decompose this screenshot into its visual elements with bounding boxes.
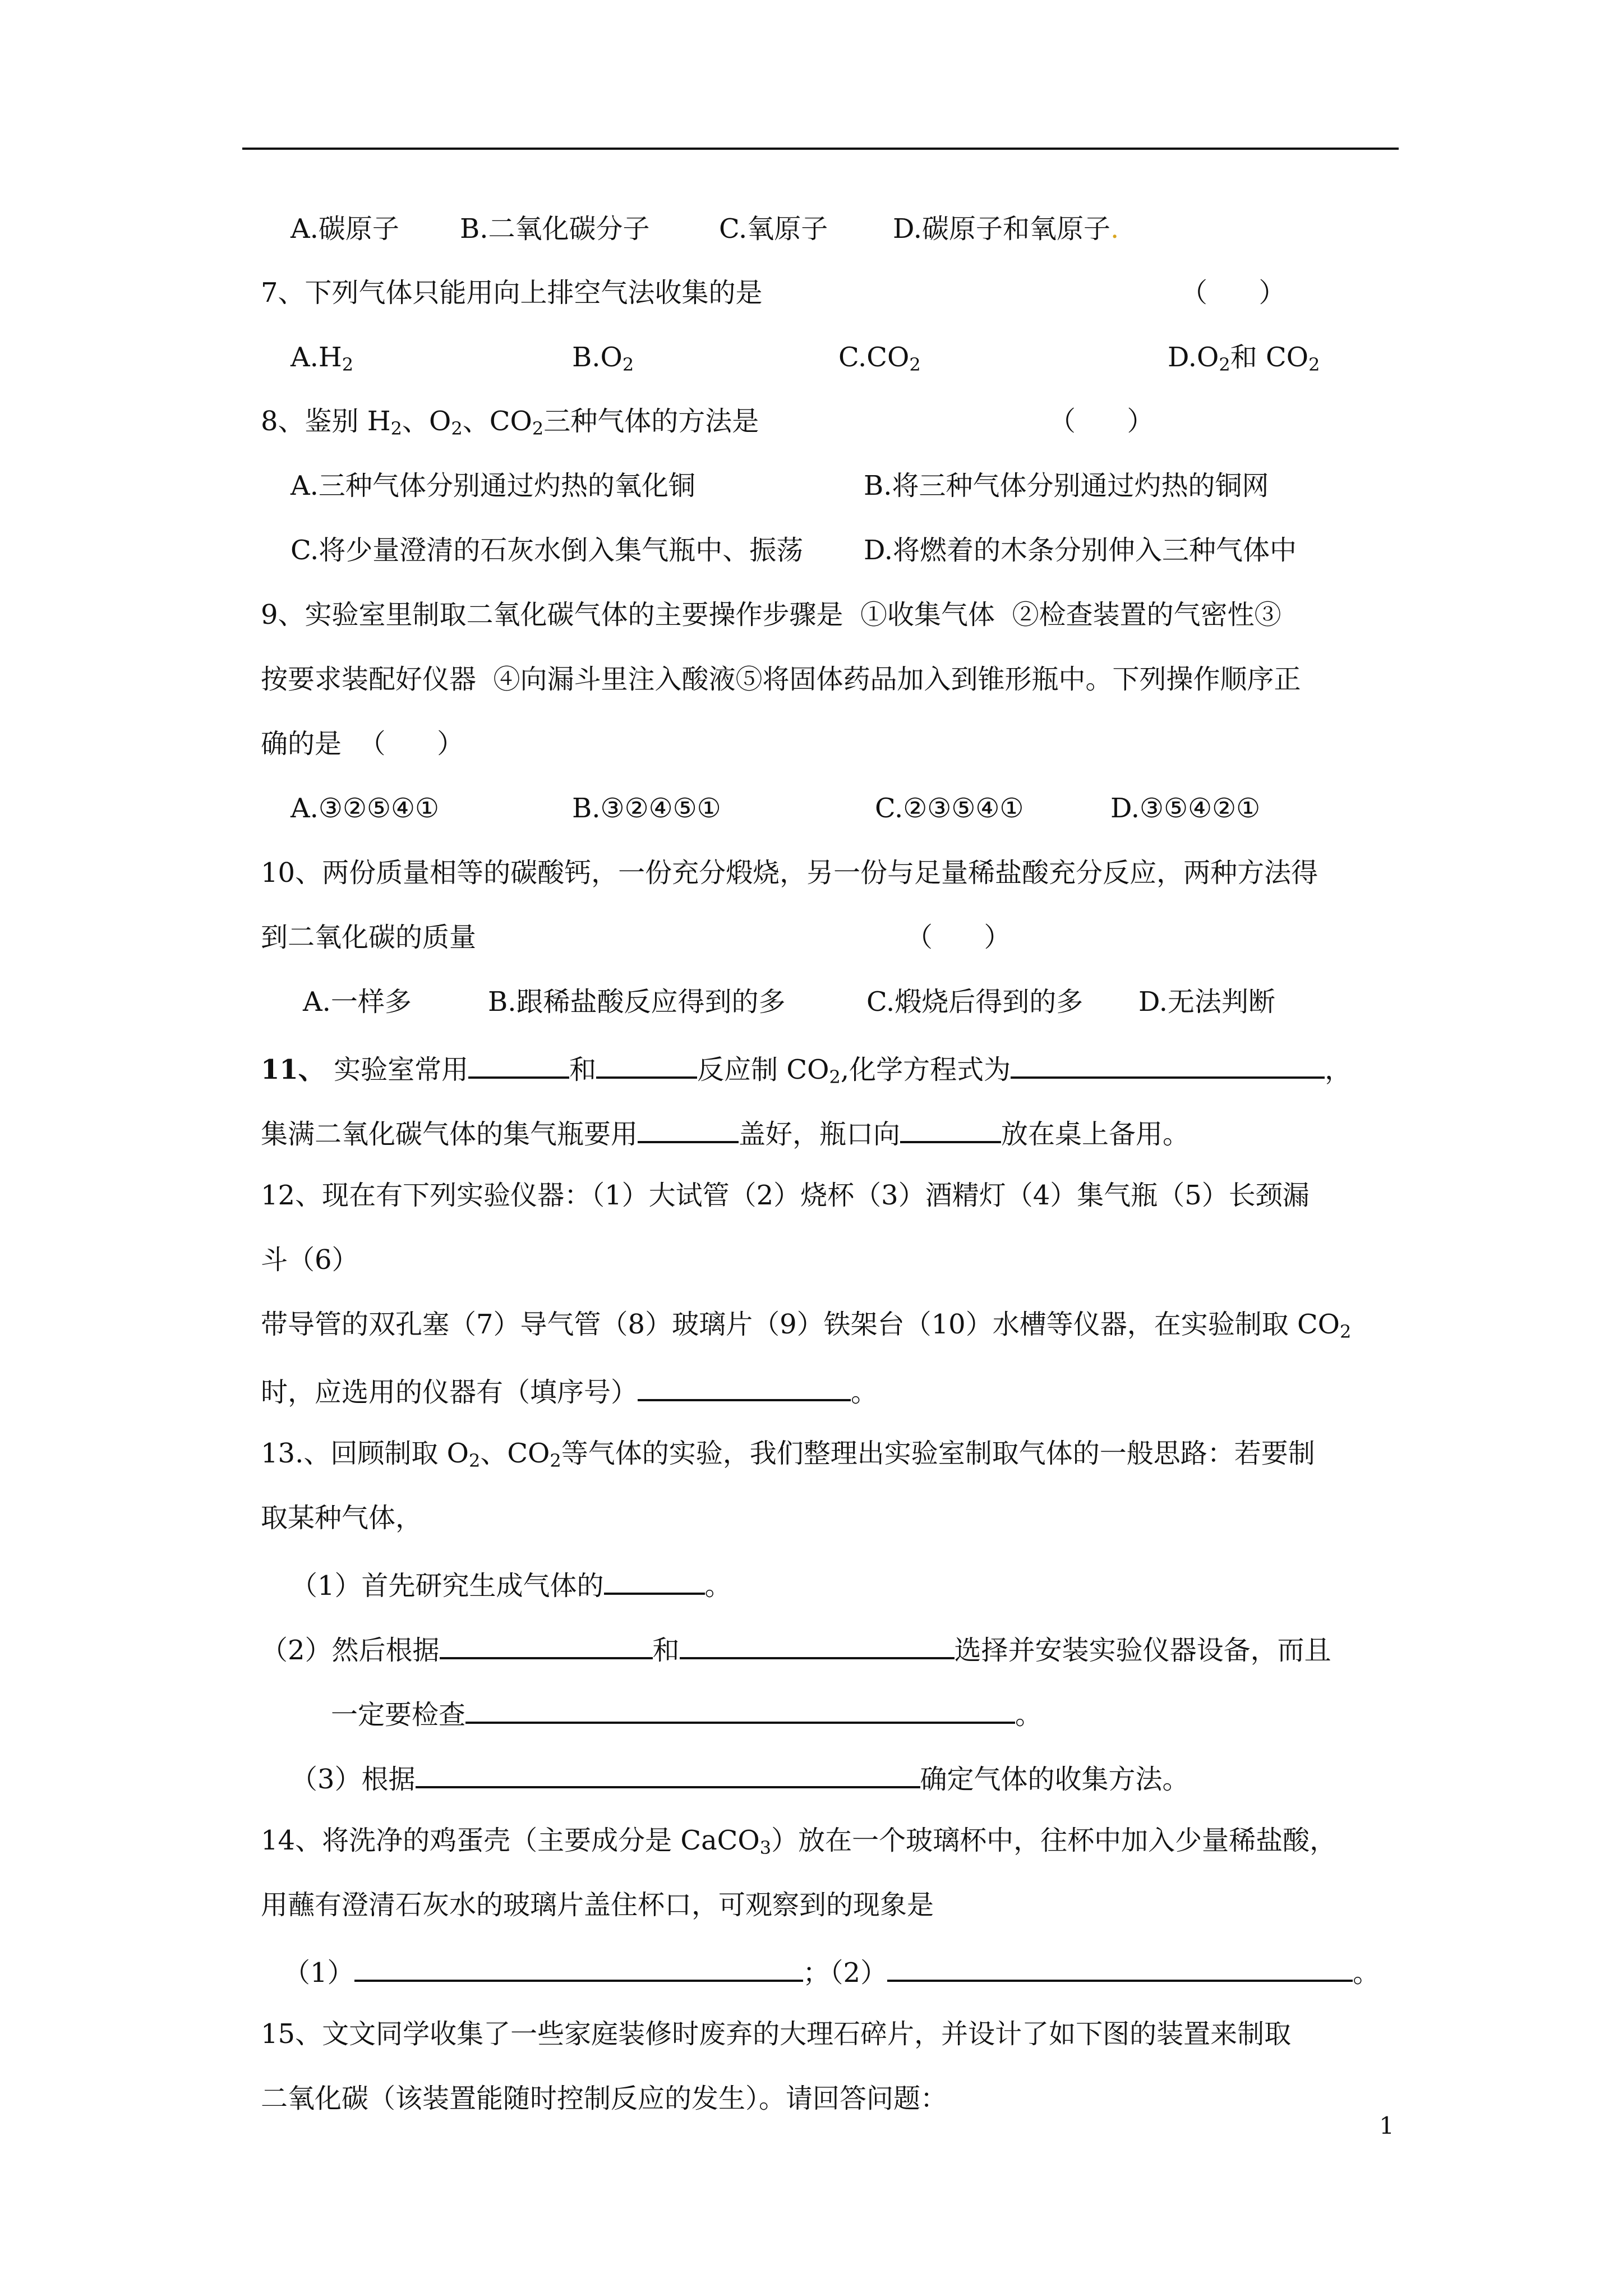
q7-option-d: $D.O_2$和 $CO_2$ (1168, 342, 1320, 375)
q9-line-3: 确的是 （ ） (261, 728, 464, 760)
q13-line-2: 取某种气体， (261, 1502, 423, 1534)
q11-blank-3[interactable] (1011, 1050, 1325, 1079)
q6-option-a: A.碳原子 (291, 213, 399, 245)
q11-line-2: 集满二氧化碳气体的集气瓶要用 盖好，瓶口向 放在桌上备用。 (261, 1114, 1189, 1151)
q9-option-d: D.③⑤④②① (1110, 793, 1261, 824)
q13-part-3: （3）根据 确定气体的收集方法。 (291, 1759, 1189, 1796)
q11-blank-1[interactable] (468, 1050, 569, 1079)
q7-answer-paren: （ ） (1181, 277, 1286, 309)
q13-line-1: 13.、回顾制取 $O_2$、$CO_2$等气体的实验，我们整理出实验室制取气体的一般思路：若要制 (261, 1438, 1315, 1471)
q13-part-2-cont: 一定要检查 。 (331, 1695, 1042, 1732)
q14-blank-2[interactable] (887, 1953, 1353, 1982)
q7-option-a: $A.H_2$ (291, 342, 354, 375)
q8-option-c: C.将少量澄清的石灰水倒入集气瓶中、振荡 (291, 535, 804, 566)
q11-line-1: 11、 实验室常用 和 反应制 $CO_2$,化学方程式为 ， (261, 1050, 1352, 1087)
q12-line-1: 12、现在有下列实验仪器：（1）大试管（2）烧杯（3）酒精灯（4）集气瓶（5）长颈漏 (261, 1180, 1310, 1211)
q12-blank[interactable] (638, 1372, 851, 1401)
q13-part-1: （1）首先研究生成气体的 。 (291, 1566, 732, 1603)
q14-blank-1[interactable] (354, 1953, 803, 1982)
q13-blank-2[interactable] (440, 1630, 653, 1659)
page-number: 1 (1379, 2112, 1394, 2139)
q7-option-c: $C.CO_2$ (838, 342, 921, 375)
q10-answer-paren: （ ） (906, 922, 1011, 953)
q14-line-2: 用蘸有澄清石灰水的玻璃片盖住杯口，可观察到的现象是 (261, 1889, 934, 1921)
q10-option-b: B.跟稀盐酸反应得到的多 (488, 986, 786, 1018)
q15-line-1: 15、文文同学收集了一些家庭装修时废弃的大理石碎片，并设计了如下图的装置来制取 (261, 2018, 1292, 2050)
q10-option-d: D.无法判断 (1138, 986, 1276, 1018)
q6-option-b: B.二氧化碳分子 (460, 213, 650, 245)
q13-blank-3[interactable] (680, 1630, 955, 1659)
q9-option-c: C.②③⑤④① (875, 793, 1024, 824)
q12-line-3: 带导管的双孔塞（7）导气管（8）玻璃片（9）铁架台（10）水槽等仪器，在实验制取 $CO_2$ (261, 1309, 1352, 1342)
q11-blank-5[interactable] (900, 1114, 1001, 1143)
q13-blank-1[interactable] (604, 1566, 705, 1595)
q14-line-1: 14、将洗净的鸡蛋壳（主要成分是 CaCO$_3$）放在一个玻璃杯中，往杯中加入少量稀盐酸， (261, 1825, 1337, 1858)
q6-option-c: C.氧原子 (719, 213, 828, 245)
q9-line-2: 按要求装配好仪器 ④向漏斗里注入酸液⑤将固体药品加入到锥形瓶中。下列操作顺序正 (261, 664, 1301, 695)
q8-answer-paren: （ ） (1049, 406, 1154, 437)
q6-option-d: D.碳原子和氧原子. (893, 213, 1119, 245)
q13-blank-4[interactable] (465, 1695, 1015, 1724)
q9-line-1: 9、实验室里制取二氧化碳气体的主要操作步骤是 ①收集气体 ②检查装置的气密性③ (261, 599, 1281, 631)
q10-line-1: 10、两份质量相等的碳酸钙，一份充分煅烧，另一份与足量稀盐酸充分反应，两种方法得 (261, 857, 1318, 889)
header-rule (242, 148, 1399, 150)
q8-option-d: D.将燃着的木条分别伸入三种气体中 (864, 535, 1297, 566)
q10-line-2: 到二氧化碳的质量 (261, 922, 477, 953)
q15-line-2: 二氧化碳（该装置能随时控制反应的发生）。请回答问题： (261, 2083, 948, 2114)
q12-line-4: 时，应选用的仪器有（填序号） 。 (261, 1372, 878, 1409)
q9-option-a: A.③②⑤④① (291, 793, 440, 824)
q8-option-a: A.三种气体分别通过灼热的氧化铜 (291, 470, 695, 501)
q10-option-a: A.一样多 (303, 986, 412, 1018)
q9-option-b: B.③②④⑤① (572, 793, 721, 824)
q12-line-2: 斗（6） (261, 1244, 359, 1276)
q7-stem: 7、下列气体只能用向上排空气法收集的是 (261, 277, 763, 309)
q8-stem: 8、鉴别 $H_2$、$O_2$、$CO_2$三种气体的方法是 (261, 406, 759, 439)
q14-answers: （1） ；（2） 。 (283, 1953, 1380, 1990)
q13-blank-5[interactable] (416, 1759, 920, 1788)
q10-option-c: C.煅烧后得到的多 (866, 986, 1083, 1018)
q8-option-b: B.将三种气体分别通过灼热的铜网 (864, 470, 1269, 501)
q11-blank-2[interactable] (596, 1050, 697, 1079)
q7-option-b: $B.O_2$ (572, 342, 634, 375)
q13-part-2: （2）然后根据 和 选择并安装实验仪器设备，而且 (261, 1630, 1331, 1667)
q11-blank-4[interactable] (638, 1114, 739, 1143)
